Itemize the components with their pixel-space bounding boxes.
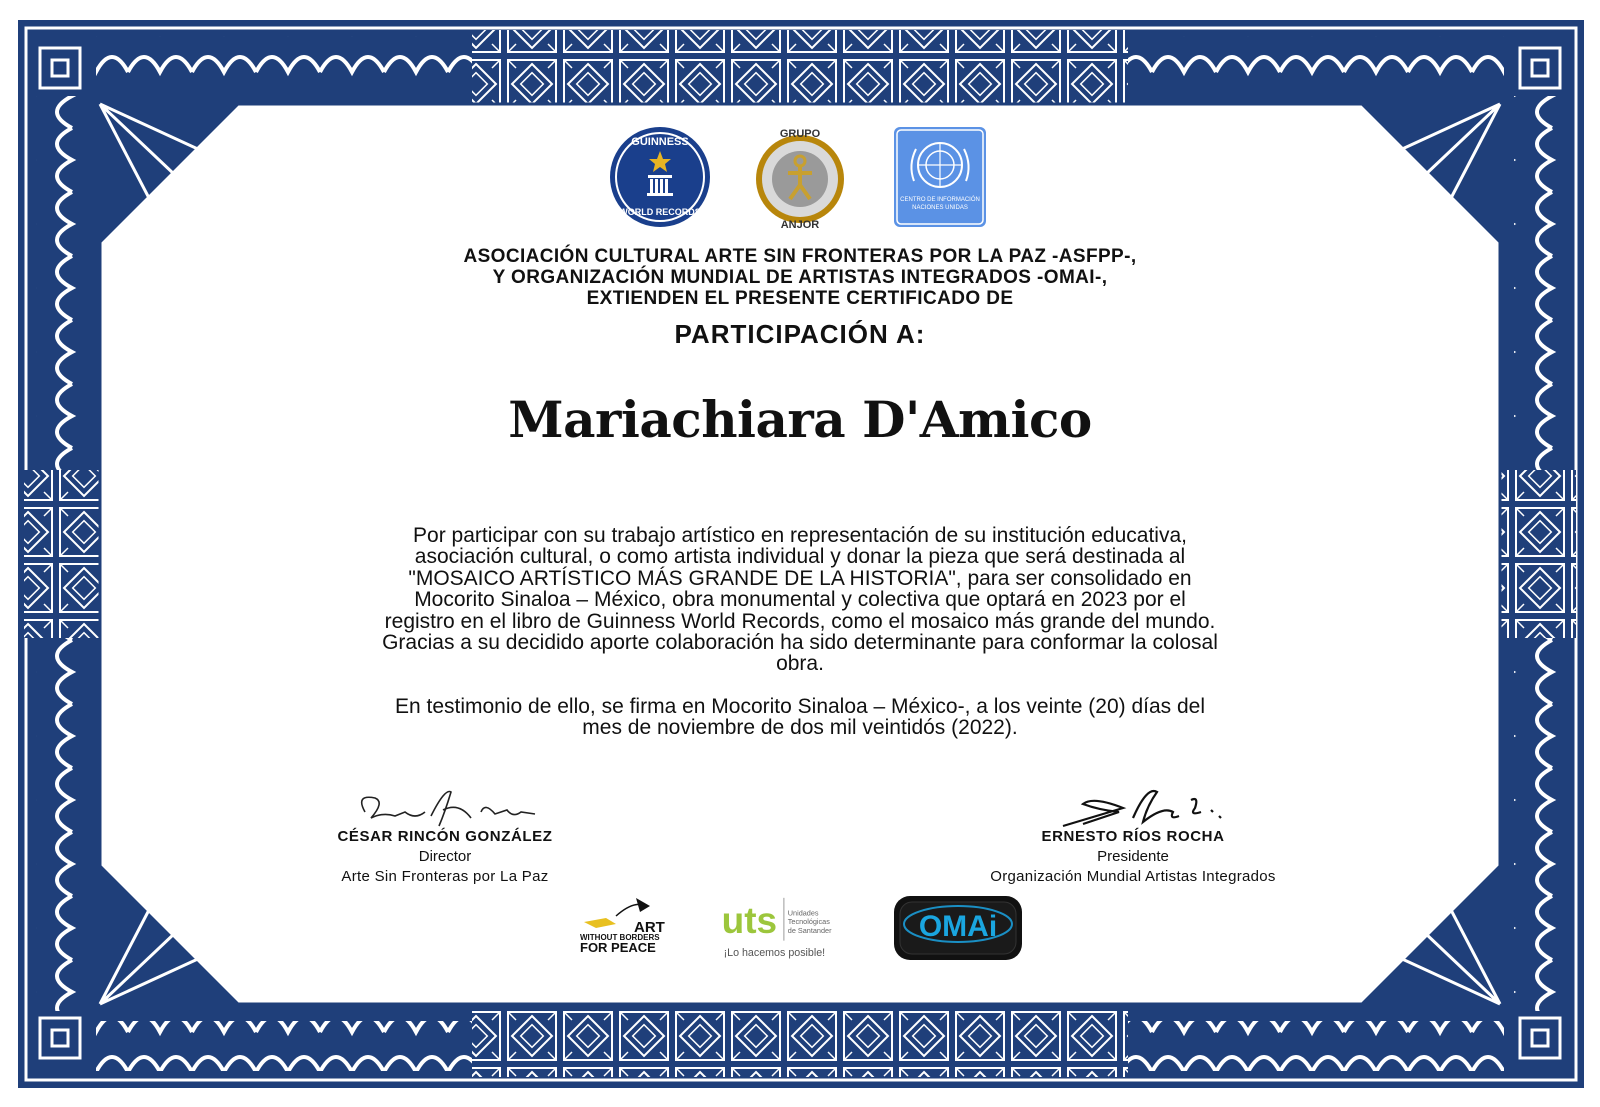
issuing-organizations xyxy=(140,246,1460,309)
guinness-world-records-logo xyxy=(604,125,716,229)
signer-name: ERNESTO RÍOS ROCHA xyxy=(1041,828,1225,845)
signer-organization: Arte Sin Fronteras por La Paz xyxy=(341,868,549,885)
svg-text:WITHOUT BORDERS: WITHOUT BORDERS xyxy=(580,933,660,942)
svg-text:CENTRO DE INFORMACIÓN: CENTRO DE INFORMACIÓN xyxy=(900,197,980,203)
un-information-center-logo xyxy=(884,125,996,229)
svg-text:ANJOR: ANJOR xyxy=(780,219,820,229)
body-line: Gracias a su decidido aporte colaboración ha sido determinante para conformar la colosal xyxy=(382,631,1218,655)
body-line: "MOSAICO ARTÍSTICO MÁS GRANDE DE LA HISTORIA", para ser consolidado en xyxy=(408,566,1192,590)
grupo-anjor-logo xyxy=(744,125,856,229)
svg-text:uts: uts xyxy=(721,899,778,941)
svg-text:¡Lo hacemos posible!: ¡Lo hacemos posible! xyxy=(723,947,826,960)
body-line: registro en el libro de Guinness World Records, como el mosaico más grande del mundo. xyxy=(384,609,1216,633)
omai-logo xyxy=(892,892,1024,964)
svg-text:NACIONES UNIDAS: NACIONES UNIDAS xyxy=(912,205,968,211)
header-line-3: EXTIENDEN EL PRESENTE CERTIFICADO DE xyxy=(586,288,1014,309)
top-logos xyxy=(140,122,1460,232)
uts-logo xyxy=(718,892,842,964)
svg-text:FOR PEACE: FOR PEACE xyxy=(580,940,656,955)
testimony-line: En testimonio de ello, se firma en Mocorito Sinaloa – México-, a los veinte (20) días del xyxy=(394,695,1206,718)
body-line: Por participar con su trabajo artístico en representación de su institución educativa, xyxy=(413,524,1187,547)
signer-role: Director xyxy=(418,848,472,865)
svg-text:GUINNESS: GUINNESS xyxy=(631,136,689,148)
signer-name: CÉSAR RINCÓN GONZÁLEZ xyxy=(337,828,553,845)
svg-text:de Santander: de Santander xyxy=(787,925,832,935)
testimony-text xyxy=(158,696,1442,739)
signature-block-left xyxy=(265,782,625,885)
recipient-name: Mariachiara D'Amico xyxy=(508,390,1092,449)
certificate-body xyxy=(158,525,1442,675)
svg-text:Unidades: Unidades xyxy=(787,908,819,918)
sponsor-logos xyxy=(140,890,1460,966)
certificate-content xyxy=(140,112,1460,992)
svg-text:Tecnológicas: Tecnológicas xyxy=(787,917,830,927)
svg-text:GRUPO: GRUPO xyxy=(779,128,821,140)
header-line-1: ASOCIACIÓN CULTURAL ARTE SIN FRONTERAS POR LA PAZ -ASFPP-, xyxy=(463,246,1137,267)
certificate-title: PARTICIPACIÓN A: xyxy=(674,319,926,349)
svg-text:ART: ART xyxy=(634,919,665,936)
signature-block-right xyxy=(953,782,1313,885)
testimony-line: mes de noviembre de dos mil veintidós (2022). xyxy=(582,716,1018,740)
header-line-2: Y ORGANIZACIÓN MUNDIAL DE ARTISTAS INTEGRADOS -OMAI-, xyxy=(492,267,1108,288)
signer-role: Presidente xyxy=(1097,848,1169,865)
svg-text:OMAi: OMAi xyxy=(918,910,998,943)
body-line: asociación cultural, o como artista individual y donar la pieza que será destinada al xyxy=(414,545,1186,569)
svg-text:WORLD RECORDS: WORLD RECORDS xyxy=(619,207,701,217)
signer-organization: Organización Mundial Artistas Integrados xyxy=(990,868,1276,885)
art-without-borders-logo xyxy=(576,892,668,964)
body-line: obra. xyxy=(776,652,824,676)
body-line: Mocorito Sinaloa – México, obra monumental y colectiva que optará en 2023 por el xyxy=(414,588,1186,612)
